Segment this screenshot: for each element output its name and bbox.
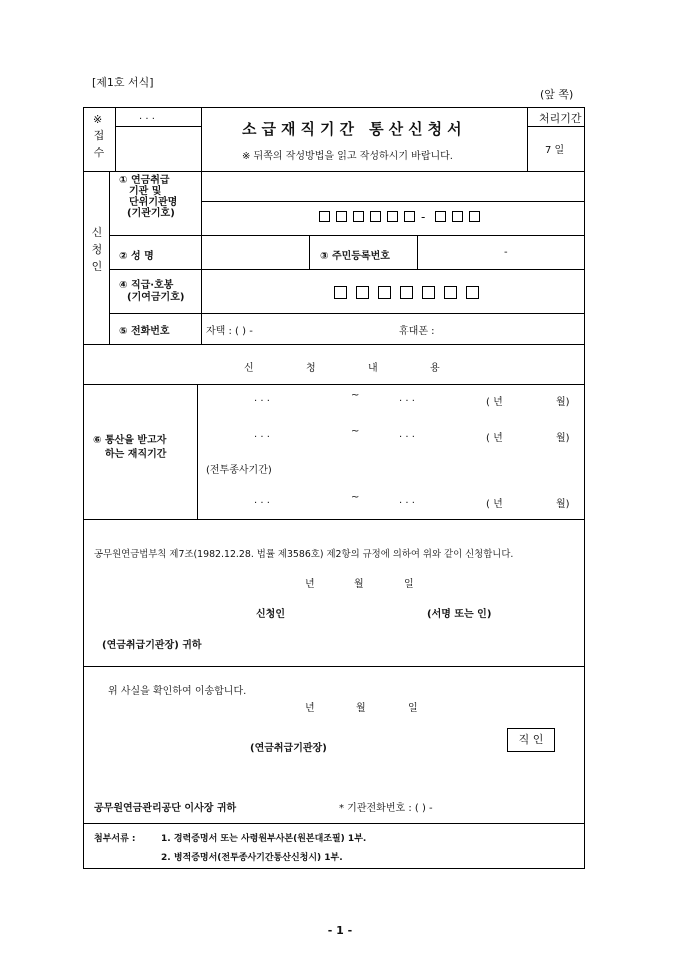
code-separator: - bbox=[421, 210, 426, 224]
content-heading-char: 내 bbox=[368, 363, 378, 374]
applicant-signature-label: 신청인 bbox=[256, 609, 285, 620]
period-end-date[interactable]: . . . bbox=[399, 495, 415, 506]
declaration-month: 월 bbox=[354, 579, 364, 590]
code-box[interactable] bbox=[452, 211, 463, 222]
reception-char: 수 bbox=[93, 146, 105, 159]
name-label: ② 성 명 bbox=[119, 251, 154, 262]
code-box[interactable] bbox=[387, 211, 398, 222]
rank-box[interactable] bbox=[422, 286, 435, 299]
attachments-label: 첨부서류 : bbox=[94, 834, 136, 844]
period-start-date[interactable]: . . . bbox=[254, 429, 270, 440]
confirmation-day: 일 bbox=[408, 703, 418, 714]
period-tilde: ~ bbox=[351, 390, 360, 401]
agency-name-field[interactable] bbox=[202, 172, 585, 201]
attachment-item-2: 2. 병적증명서(전투종사기간통산신청시) 1부. bbox=[161, 853, 343, 863]
period-end-date[interactable]: . . . bbox=[399, 429, 415, 440]
code-box[interactable] bbox=[469, 211, 480, 222]
page-number: - 1 - bbox=[327, 924, 353, 937]
rank-label-line: (기여금기호) bbox=[127, 292, 185, 303]
period-start-date[interactable]: . . . bbox=[254, 495, 270, 506]
official-seal-box[interactable]: 직 인 bbox=[507, 728, 555, 752]
reception-mark: ※ bbox=[93, 113, 103, 126]
application-form bbox=[83, 107, 585, 869]
period-years: ( 년 bbox=[486, 397, 503, 408]
reception-date-field[interactable]: . . . bbox=[139, 111, 155, 122]
code-box[interactable] bbox=[319, 211, 330, 222]
home-phone-field[interactable]: 자택 : ( ) - bbox=[206, 326, 253, 337]
service-period-label bbox=[93, 434, 166, 462]
agency-label-line: 기관 및 bbox=[129, 186, 162, 197]
code-box[interactable] bbox=[336, 211, 347, 222]
form-title: 소급재직기간 통산신청서 bbox=[242, 120, 467, 138]
declaration-day: 일 bbox=[404, 579, 414, 590]
period-months: 월) bbox=[556, 433, 570, 444]
period-months: 월) bbox=[556, 397, 570, 408]
form-number-label: [제1호 서식] bbox=[92, 76, 154, 89]
rank-label-line: ④ 직급·호봉 bbox=[119, 280, 174, 291]
signature-or-seal-field[interactable]: (서명 또는 인) bbox=[427, 609, 492, 620]
content-heading-char: 신 bbox=[244, 363, 254, 374]
rank-box[interactable] bbox=[334, 286, 347, 299]
rank-box[interactable] bbox=[466, 286, 479, 299]
rrn-label: ③ 주민등록번호 bbox=[320, 251, 390, 262]
confirmation-addressee: 공무원연금관리공단 이사장 귀하 bbox=[94, 803, 237, 814]
applicant-char: 신 bbox=[91, 226, 103, 239]
rank-box[interactable] bbox=[356, 286, 369, 299]
period-tilde: ~ bbox=[351, 426, 360, 437]
period-start-date[interactable]: . . . bbox=[254, 393, 270, 404]
agency-label bbox=[119, 175, 177, 219]
applicant-section-label bbox=[90, 224, 104, 275]
mobile-phone-field[interactable]: 휴대폰 : bbox=[399, 326, 435, 337]
declaration-text: 공무원연금법부칙 제7조(1982.12.28. 법률 제3586호) 제2항의 규정에 의하여 위와 같이 신청합니다. bbox=[94, 549, 514, 560]
period-label-line: ⑥ 통산을 받고자 bbox=[93, 435, 167, 446]
period-years: ( 년 bbox=[486, 499, 503, 510]
rank-label bbox=[119, 280, 184, 304]
reception-label bbox=[92, 127, 106, 161]
agency-head-label: (연금취급기관장) bbox=[250, 743, 327, 754]
confirmation-month: 월 bbox=[356, 703, 366, 714]
confirmation-year: 년 bbox=[305, 703, 315, 714]
form-instruction-note: ※ 뒤쪽의 작성방법을 읽고 작성하시기 바랍니다. bbox=[242, 151, 453, 162]
period-end-date[interactable]: . . . bbox=[399, 393, 415, 404]
rrn-field[interactable]: - bbox=[504, 247, 508, 258]
combat-period-label: (전투종사기간) bbox=[206, 465, 272, 476]
code-box[interactable] bbox=[370, 211, 381, 222]
declaration-year: 년 bbox=[305, 579, 315, 590]
rank-box[interactable] bbox=[400, 286, 413, 299]
name-field[interactable] bbox=[202, 236, 308, 269]
processing-period-label: 처리기간 bbox=[539, 112, 582, 125]
attachment-item-1: 1. 경력증명서 또는 사령원부사본(원본대조필) 1부. bbox=[161, 834, 367, 844]
content-heading-char: 청 bbox=[306, 363, 316, 374]
applicant-char: 청 bbox=[91, 243, 103, 256]
content-heading-char: 용 bbox=[430, 363, 440, 374]
phone-label: ⑤ 전화번호 bbox=[119, 326, 170, 337]
reception-char: 접 bbox=[93, 129, 105, 142]
period-months: 월) bbox=[556, 499, 570, 510]
agency-label-line: 단위기관명 bbox=[129, 197, 178, 208]
agency-phone-field[interactable]: * 기관전화번호 : ( ) - bbox=[339, 803, 433, 814]
rank-box[interactable] bbox=[378, 286, 391, 299]
page-side-label: (앞 쪽) bbox=[540, 88, 574, 101]
processing-period-value: 7 일 bbox=[545, 145, 565, 156]
agency-label-line: (기관기호) bbox=[127, 208, 175, 219]
period-tilde: ~ bbox=[351, 492, 360, 503]
rank-box[interactable] bbox=[444, 286, 457, 299]
confirmation-text: 위 사실을 확인하여 이송합니다. bbox=[108, 686, 247, 697]
code-box[interactable] bbox=[404, 211, 415, 222]
agency-label-line: ① 연금취급 bbox=[119, 175, 170, 186]
period-label-line: 하는 재직기간 bbox=[105, 449, 167, 460]
declaration-addressee: (연금취급기관장) 귀하 bbox=[102, 640, 202, 651]
code-box[interactable] bbox=[353, 211, 364, 222]
period-years: ( 년 bbox=[486, 433, 503, 444]
code-box[interactable] bbox=[435, 211, 446, 222]
applicant-char: 인 bbox=[91, 260, 103, 273]
